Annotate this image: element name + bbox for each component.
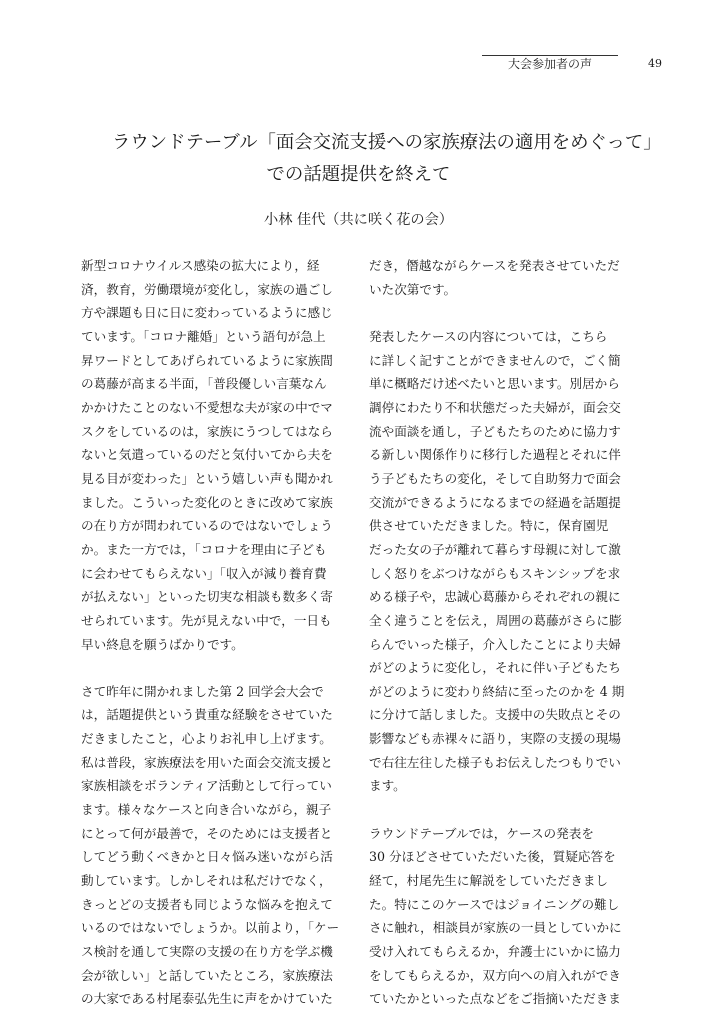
text-line: せられています。先が見えない中で，一日も [81,612,332,628]
text-line: 新型コロナウイルス感染の拡大により，経 [81,258,320,273]
text-line: ています。「コロナ離婚」という語句が急上 [81,328,326,344]
text-line: してどう動くべきかと日々悩み迷いながら活 [81,849,333,865]
article-title-line-1: ラウンドテーブル「面会交流支援への家族療法の適用をめぐって」 [112,132,662,153]
text-line: さに触れ，相談員が家族の一員としていかに [369,920,622,936]
paragraph-gap [369,798,653,822]
text-line: 供させていただきました。特に，保育園児 [369,518,609,534]
text-line: 経て，村尾先生に解説をしていただきまし [369,873,609,889]
text-line: がどのように変わり終結に至ったのかを 4 期 [369,683,625,699]
text-line: ないと気遣っているのだと気付いてから夫を [81,447,333,463]
text-line: にとって何が最善で，そのためには支援者と [81,825,333,841]
text-line: かかけたことのない不愛想な夫が家の中でマ [81,399,333,415]
text-line: 会が欲しい」と話していたところ，家族療法 [81,967,333,983]
page-number: 49 [648,57,662,70]
text-line: 影響なども赤裸々に語り，実際の支援の現場 [369,731,621,747]
text-line: をしてもらえるか，双方向への肩入れができ [369,967,621,983]
text-line: は，話題提供という貴重な経験をさせていた [81,707,333,723]
text-line: 30 分ほどさせていただいた後，質疑応答を [369,849,616,865]
section-header: 大会参加者の声 [507,57,592,71]
text-line: に分けて話しました。支援中の失敗点とその [369,707,621,723]
text-line: 受け入れてもらえるか，弁護士にいかに協力 [369,944,621,960]
header-rule [482,55,618,56]
text-line: で右往左往した様子もお伝えしたつもりでい [369,754,621,770]
text-line: 全く違うことを伝え，周囲の葛藤がさらに膨 [369,612,622,628]
text-line: だった女の子が離れて暮らす母親に対して激 [369,541,621,557]
text-line: スクをしているのは，家族にうつしてはなら [81,423,333,439]
text-line: の大家である村尾泰弘先生に声をかけていた [81,991,333,1007]
text-line: ス検討を通して実際の支援の在り方を学ぶ機 [81,944,333,960]
text-line: た。特にこのケースではジョイニングの難し [369,896,620,912]
right-column [369,254,653,1011]
text-line: 早い終息を願うばかりです。 [81,636,244,652]
text-line: の在り方が問われているのではないでしょう [81,518,333,534]
text-line: いた次第です。 [369,281,457,297]
text-line: ます。 [369,778,406,794]
text-line: ました。こういった変化のときに改めて家族 [81,494,333,510]
text-line: 家族相談をボランティア活動として行ってい [81,778,332,794]
text-line: める様子や，忠誠心葛藤からそれぞれの親に [369,589,621,605]
text-line: 流や面談を通し，子どもたちのために協力す [369,423,621,439]
text-line: がどのように変化し，それに伴い子どもたち [369,660,621,676]
paragraph-gap [369,301,653,325]
text-line: に詳しく記すことができませんので，ごく簡 [369,352,621,368]
text-line: ていたかといった点などをご指摘いただきま [369,991,621,1007]
text-line: ます。様々なケースと向き合いながら，親子 [81,802,332,818]
left-column [81,254,365,1011]
text-line: 方や課題も日に日に変わっているように感じ [81,305,333,321]
text-line: さて昨年に開かれました第 2 回学会大会で [81,683,324,699]
text-line: う子どもたちの変化，そして自助努力で面会 [369,470,621,486]
text-line: か。また一方では，「コロナを理由に子ども [81,541,327,557]
text-line: だきましたこと，心よりお礼申し上げます。 [81,731,332,747]
text-line: らんでいった様子，介入したことにより夫婦 [369,636,621,652]
text-line: 交流ができるようになるまでの経過を話題提 [369,494,621,510]
text-line: 動しています。しかしそれは私だけでなく， [81,873,332,889]
text-line: いるのではないでしょうか。以前より，「ケー [81,920,340,936]
text-line: る新しい関係作りに移行した過程とそれに伴 [369,447,621,463]
text-line: だき，僭越ながらケースを発表させていただ [369,258,620,273]
text-line: 調停にわたり不和状態だった夫婦が，面会交 [369,399,621,415]
text-line: きっとどの支援者も同じような悩みを抱えて [81,896,333,912]
text-line: 昇ワードとしてあげられているように家族間 [81,352,333,368]
text-line: 見る目が変わった」という嬉しい声も聞かれ [81,470,333,486]
text-line: が払えない」といった切実な相談も数多く寄 [81,589,333,605]
text-line: に会わせてもらえない」「収入が減り養育費 [81,565,327,581]
text-line: 済，教育，労働環境が変化し，家族の過ごし [81,281,333,297]
author-byline: 小林 佳代（共に咲く花の会） [264,212,453,228]
paragraph-gap [81,656,365,680]
text-line: 発表したケースの内容については，こちら [369,328,608,344]
article-title-line-2: での話題提供を終えて [266,164,451,185]
text-line: の葛藤が高まる半面，「普段優しい言葉なん [81,376,327,392]
text-line: 単に概略だけ述べたいと思います。別居から [369,376,620,392]
text-line: 私は普段，家族療法を用いた面会交流支援と [81,754,333,770]
text-line: ラウンドテーブルでは，ケースの発表を [369,825,594,841]
text-line: しく怒りをぶつけながらもスキンシップを求 [369,565,621,581]
